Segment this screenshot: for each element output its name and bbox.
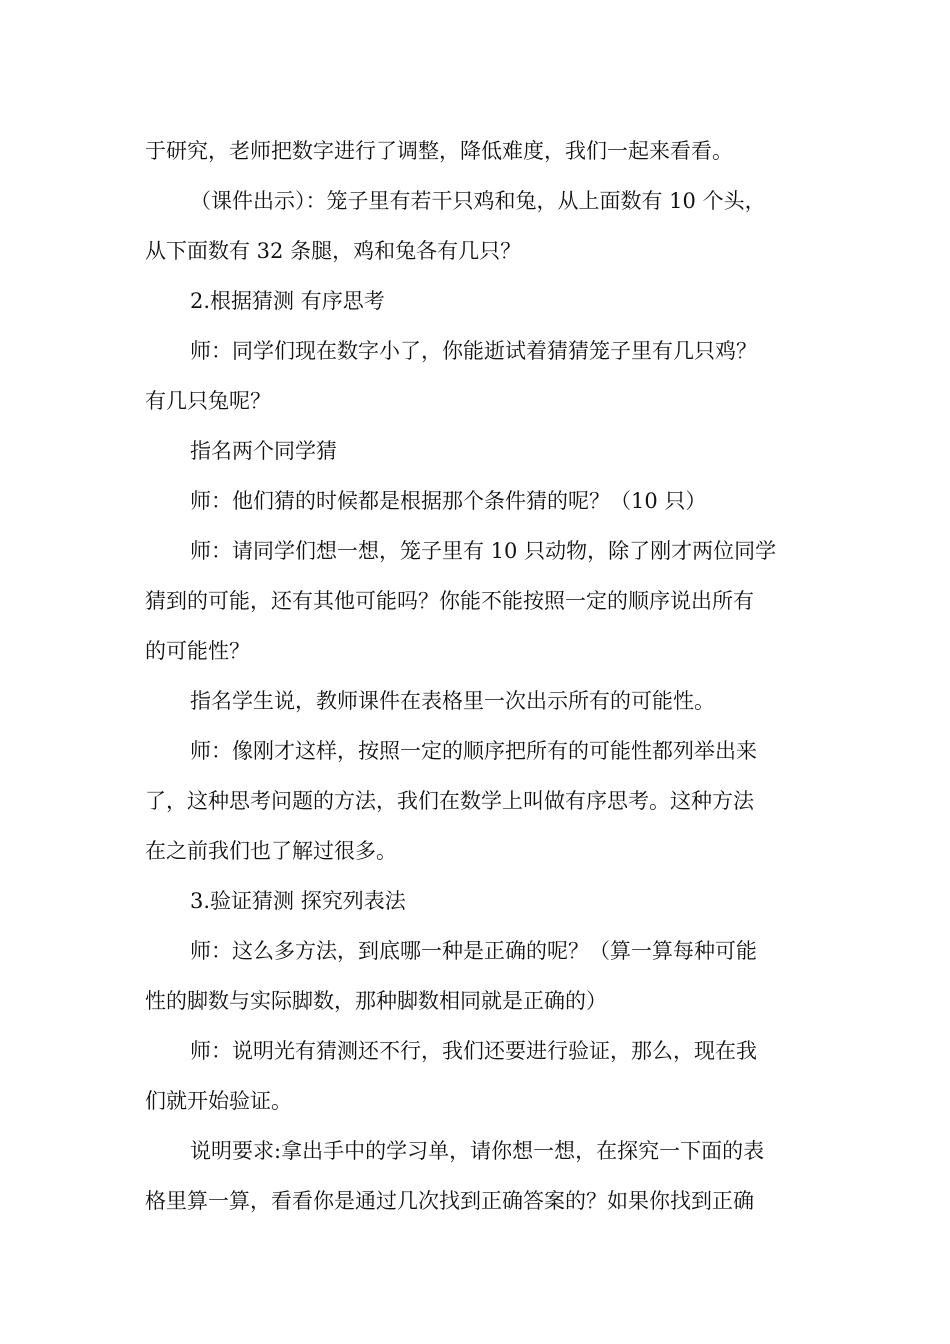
text-line: 师：说明光有猜测还不行，我们还要进行验证，那么，现在我 [190, 1039, 757, 1063]
text-line: 从下面数有 32 条腿，鸡和兔各有几只？ [145, 239, 522, 263]
text-line: 师：同学们现在数字小了，你能逝试着猜猜笼子里有几只鸡？ [190, 339, 757, 363]
text-line: 于研究，老师把数字进行了调整，降低难度，我们一起来看看。 [145, 139, 733, 163]
text-line: 指名学生说，教师课件在表格里一次出示所有的可能性。 [190, 689, 715, 713]
text-line: 指名两个同学猜 [190, 439, 337, 463]
text-line: 猜到的可能，还有其他可能吗？你能不能按照一定的顺序说出所有 [145, 589, 754, 613]
text-line: 性的脚数与实际脚数，那种脚数相同就是正确的） [145, 989, 607, 1013]
text-line: 师：请同学们想一想，笼子里有 10 只动物，除了刚才两位同学 [190, 539, 777, 563]
section-heading: 3.验证猜测 探究列表法 [190, 889, 406, 913]
text-line: 有几只兔呢？ [145, 389, 271, 413]
text-line: 们就开始验证。 [145, 1089, 292, 1113]
text-line: 师：这么多方法，到底哪一种是正确的呢？（算一算每种可能 [190, 939, 757, 963]
text-line: 说明要求:拿出手中的学习单，请你想一想，在探究一下面的表 [190, 1139, 765, 1163]
text-line: （课件出示）：笼子里有若干只鸡和兔，从上面数有 10 个头， [190, 189, 766, 213]
text-line: 的可能性？ [145, 639, 250, 663]
text-line: 师：他们猜的时候都是根据那个条件猜的呢？（10 只） [190, 489, 707, 513]
section-heading: 2.根据猜测 有序思考 [190, 289, 385, 313]
text-line: 了，这种思考问题的方法，我们在数学上叫做有序思考。这种方法 [145, 789, 754, 813]
text-line: 师：像刚才这样，按照一定的顺序把所有的可能性都列举出来 [190, 739, 757, 763]
text-line: 在之前我们也了解过很多。 [145, 839, 397, 863]
text-line: 格里算一算，看看你是通过几次找到正确答案的？如果你找到正确 [145, 1189, 754, 1213]
